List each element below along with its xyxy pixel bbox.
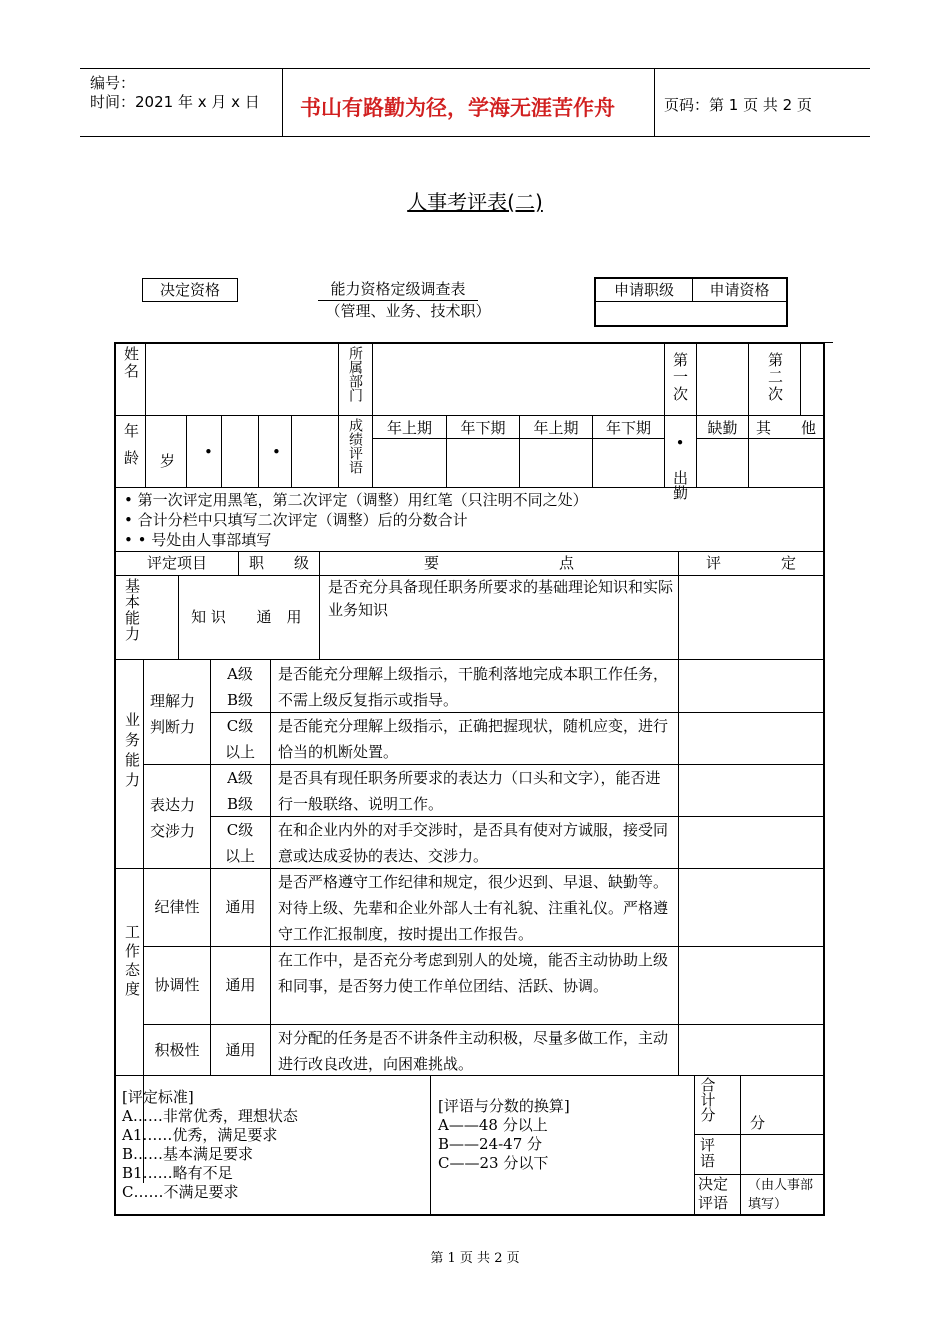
performance-label: 成绩评语 [347, 418, 363, 474]
conversion-line: C——23 分以下 [438, 1154, 549, 1172]
apply-qualification-label: 申请资格 [693, 279, 786, 302]
conversion-line: B——24-47 分 [438, 1135, 543, 1153]
decision-comment-label: 决定评语 [698, 1175, 729, 1212]
attitude-level: 通用 [225, 898, 256, 916]
doc-date: 时间：2021 年 x 月 x 日 [90, 93, 260, 111]
second-assessment-label: 第二次 [766, 352, 784, 403]
attitude-item-coordination: 协调性 [154, 976, 200, 994]
header-divider [654, 68, 655, 136]
grid-line [291, 415, 292, 487]
decision-qualification-box: 决定资格 [142, 278, 238, 302]
table-edge-tick [825, 342, 833, 343]
period-h2-first: 年下期 [460, 419, 506, 437]
grid-line [210, 659, 211, 1075]
age-unit: 岁 [160, 452, 176, 470]
grid-line [258, 415, 259, 487]
basic-point: 是否充分具备现任职务所要求的基础理论知识和实际业务知识 [328, 578, 674, 620]
note-line: • 第一次评定用黑笔，第二次评定（调整）用红笔（只注明不同之处） [124, 491, 588, 509]
total-score-label: 合计分 [698, 1077, 717, 1122]
absence-label: 缺勤 [707, 419, 738, 437]
basic-item-knowledge: 知 识 [191, 608, 226, 626]
attitude-level: 通用 [225, 1041, 256, 1059]
standard-line: B1……略有不足 [122, 1164, 233, 1182]
attitude-item-initiative: 积极性 [154, 1041, 200, 1059]
attitude-point: 是否严格遵守工作纪律和规定，很少迟到、早退、缺勤等。对待上级、先辈和企业外部人士有礼貌、注重礼仪。严格遵守工作汇报制度，按时提出工作报告。 [278, 873, 669, 943]
header-top-rule [80, 68, 870, 69]
standard-line: B……基本满足要求 [122, 1145, 254, 1163]
period-h2-second: 年下期 [605, 419, 651, 437]
grid-line [694, 1075, 695, 1215]
col-header-item: 评定项目 [146, 554, 207, 572]
grid-line [186, 415, 187, 487]
business-level: A级 B级 [226, 665, 254, 709]
grid-line [221, 415, 222, 487]
conversion-line: A——48 分以上 [438, 1116, 548, 1134]
business-level: C级 以上 [224, 821, 255, 865]
name-label: 姓名 [122, 346, 140, 380]
business-level: A级 B级 [226, 769, 254, 813]
attitude-item-discipline: 纪律性 [154, 898, 200, 916]
standard-line: C……不满足要求 [122, 1183, 239, 1201]
grid-line [116, 415, 823, 416]
standards-title: [评定标准] [122, 1088, 194, 1106]
col-header-rating: 评 定 [705, 554, 796, 572]
basic-ability-category: 基本能力 [123, 578, 141, 642]
basic-level: 通 用 [256, 608, 302, 626]
business-point: 是否能充分理解上级指示，干脆利落地完成本职工作任务，不需上级反复指示或指导。 [278, 665, 669, 709]
col-header-points: 要 点 [423, 554, 574, 572]
page-footer: 第 1 页 共 2 页 [430, 1251, 520, 1266]
period-h1-second: 年上期 [533, 419, 579, 437]
grid-line [430, 1075, 431, 1215]
period-h1-first: 年上期 [386, 419, 432, 437]
attitude-point: 在工作中，是否充分考虑到别人的处境，能否主动协助上级和同事，是否努力使工作单位团结、活跃、协调。 [278, 951, 669, 995]
business-point: 在和企业内外的对手交涉时，是否具有使对方诚服，接受同意或达成妥协的表达、交涉力。 [278, 821, 669, 865]
note-line: • • 号处由人事部填写 [124, 531, 272, 549]
grid-line [800, 344, 801, 416]
standard-line: A1……优秀，满足要求 [122, 1126, 278, 1144]
first-assessment-label: 第一次 [671, 352, 689, 403]
evaluation-standards [122, 1088, 298, 1202]
attitude-point: 对分配的任务是否不讲条件主动积极，尽量多做工作，主动进行改良改进，向困难挑战。 [278, 1029, 669, 1073]
score-unit: 分 [750, 1114, 766, 1132]
score-conversion [438, 1097, 570, 1173]
header-bottom-rule [80, 136, 870, 137]
hr-fill-note: （由人事部填写） [748, 1178, 814, 1212]
motto: 书山有路勤为径，学海无涯苦作舟 [300, 96, 615, 120]
business-level: C级 以上 [224, 717, 255, 761]
standard-line: A……非常优秀，理想状态 [122, 1107, 298, 1125]
comment-label: 评语 [698, 1137, 716, 1169]
attendance-label: • 出勤 [671, 434, 689, 500]
grid-line [116, 659, 823, 660]
page-title: 人事考评表(二) [407, 190, 543, 214]
work-attitude-category: 工作态度 [123, 924, 141, 1000]
business-item-expression: 表达力交涉力 [150, 796, 196, 840]
doc-number-label: 编号： [90, 74, 136, 92]
department-label: 所属部门 [347, 346, 363, 402]
col-header-level: 职 级 [248, 554, 309, 572]
grid-line [678, 551, 679, 1075]
business-ability-category: 业务能力 [123, 712, 141, 792]
dot-marker: • [204, 443, 213, 461]
apply-position-label: 申请职级 [596, 279, 693, 302]
grid-line [116, 487, 823, 488]
age-label: 年龄 [122, 423, 140, 477]
dot-marker: • [272, 443, 281, 461]
application-box [594, 277, 788, 327]
note-line: • 合计分栏中只填写二次评定（调整）后的分数合计 [124, 511, 468, 529]
page-info: 页码：第 1 页 共 2 页 [664, 96, 812, 114]
survey-subtitle: （管理、业务、技术职） [325, 302, 491, 320]
attitude-level: 通用 [225, 976, 256, 994]
business-point: 是否具有现任职务所要求的表达力（口头和文字），能否进行一般联络、说明工作。 [278, 769, 661, 813]
survey-title: 能力资格定级调查表 [318, 278, 478, 301]
grid-line [270, 659, 271, 1075]
conversion-title: [评语与分数的换算] [438, 1097, 570, 1115]
business-point: 是否能充分理解上级指示，正确把握现状，随机应变，进行恰当的机断处置。 [278, 717, 669, 761]
business-item-understanding: 理解力判断力 [150, 692, 196, 736]
grid-line [740, 1075, 741, 1215]
other-label: 其 他 [755, 419, 816, 437]
header-divider [282, 68, 283, 136]
